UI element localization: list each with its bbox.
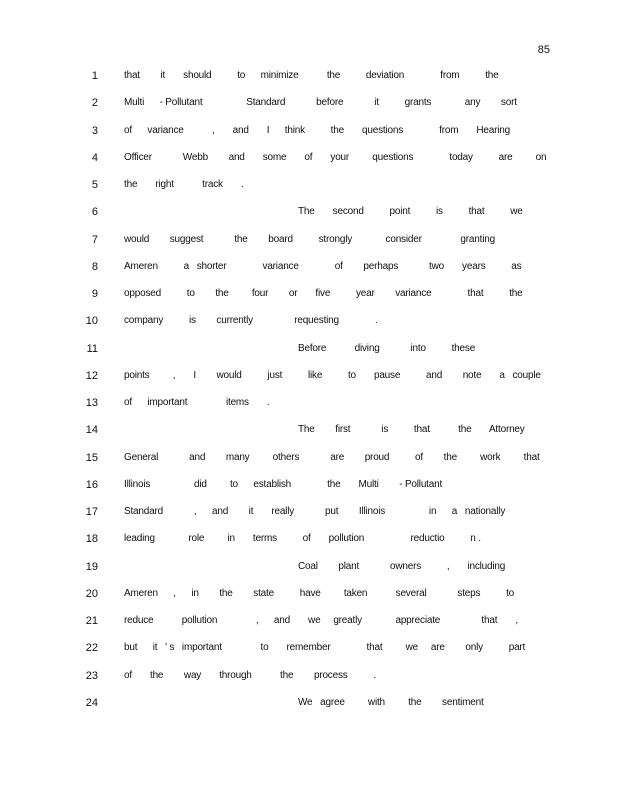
transcript-line <box>0 343 618 370</box>
transcript-body <box>0 70 618 724</box>
line-text: but it ' s important to remember that we are only part <box>124 642 526 654</box>
transcript-line <box>0 70 618 97</box>
line-text: General and many others are proud of the work that <box>124 451 540 463</box>
line-number: 22 <box>85 642 98 655</box>
transcript-line <box>0 670 618 697</box>
transcript-line <box>0 506 618 533</box>
transcript-line <box>0 315 618 342</box>
transcript-line <box>0 479 618 506</box>
line-text: Coal plant owners , including <box>298 560 506 572</box>
line-text: The second point is that we <box>298 206 523 218</box>
line-text: opposed to the four or five year variance that the <box>124 288 523 299</box>
transcript-line <box>0 424 618 451</box>
line-number: 13 <box>85 397 98 409</box>
line-text: Ameren , in the state have taken several steps to <box>124 587 515 599</box>
line-text: The first is that the Attorney <box>298 424 525 436</box>
transcript-line <box>0 288 618 315</box>
line-number: 10 <box>85 315 98 328</box>
transcript-line <box>0 234 618 261</box>
line-number: 1 <box>91 70 98 82</box>
line-text: company is currently requesting . <box>124 315 378 327</box>
transcript-line <box>0 261 618 288</box>
line-number: 20 <box>85 587 98 600</box>
line-number: 4 <box>91 151 98 164</box>
transcript-line <box>0 125 618 152</box>
line-text: of variance , and I think the questions from Hearing <box>124 124 511 136</box>
line-text: leading role in terms of pollution reductio n . <box>124 533 481 545</box>
line-number: 19 <box>85 560 98 573</box>
line-text: Multi - Pollutant Standard before it grants any sort <box>124 97 517 109</box>
line-number: 18 <box>85 533 98 546</box>
line-text: the right track . <box>124 179 244 190</box>
line-number: 11 <box>86 342 98 355</box>
line-text: We agree with the sentiment <box>298 696 484 708</box>
line-number: 9 <box>91 288 98 300</box>
transcript-line <box>0 97 618 124</box>
line-text: Officer Webb and some of your questions today are on <box>124 151 547 163</box>
line-number: 14 <box>85 424 98 437</box>
transcript-line <box>0 179 618 206</box>
line-number: 17 <box>85 506 98 518</box>
line-text: Standard , and it really put Illinois in a nationally <box>124 506 506 517</box>
line-number: 24 <box>85 696 98 709</box>
line-text: Ameren a shorter variance of perhaps two years as <box>124 260 522 272</box>
line-number: 8 <box>91 260 98 273</box>
line-number: 6 <box>91 206 98 219</box>
line-text: points , I would just like to pause and note a couple <box>124 369 541 381</box>
line-number: 7 <box>91 233 98 246</box>
line-number: 21 <box>85 615 98 627</box>
transcript-line <box>0 642 618 669</box>
transcript-line <box>0 615 618 642</box>
transcript-line <box>0 370 618 397</box>
transcript-line <box>0 588 618 615</box>
line-text: Illinois did to establish the Multi - Pollutant <box>124 478 443 490</box>
transcript-line <box>0 397 618 424</box>
transcript-line <box>0 561 618 588</box>
line-text: of important items . <box>124 397 270 408</box>
line-text: reduce pollution , and we greatly appreciate that , <box>124 615 518 626</box>
transcript-line <box>0 152 618 179</box>
line-number: 23 <box>85 669 98 682</box>
line-text: of the way through the process . <box>124 669 376 681</box>
line-number: 15 <box>85 451 98 464</box>
line-number: 16 <box>85 478 98 491</box>
transcript-line <box>0 533 618 560</box>
line-number: 12 <box>85 369 98 382</box>
line-text: would suggest the board strongly consider granting <box>124 233 495 245</box>
transcript-line <box>0 697 618 724</box>
line-number: 3 <box>91 124 98 137</box>
line-number: 5 <box>91 179 98 191</box>
page-number: 85 <box>537 44 550 56</box>
line-text: Before diving into these <box>298 342 476 354</box>
transcript-line <box>0 452 618 479</box>
line-number: 2 <box>91 97 98 110</box>
line-text: that it should to minimize the deviation from the <box>124 70 499 81</box>
transcript-line <box>0 206 618 233</box>
